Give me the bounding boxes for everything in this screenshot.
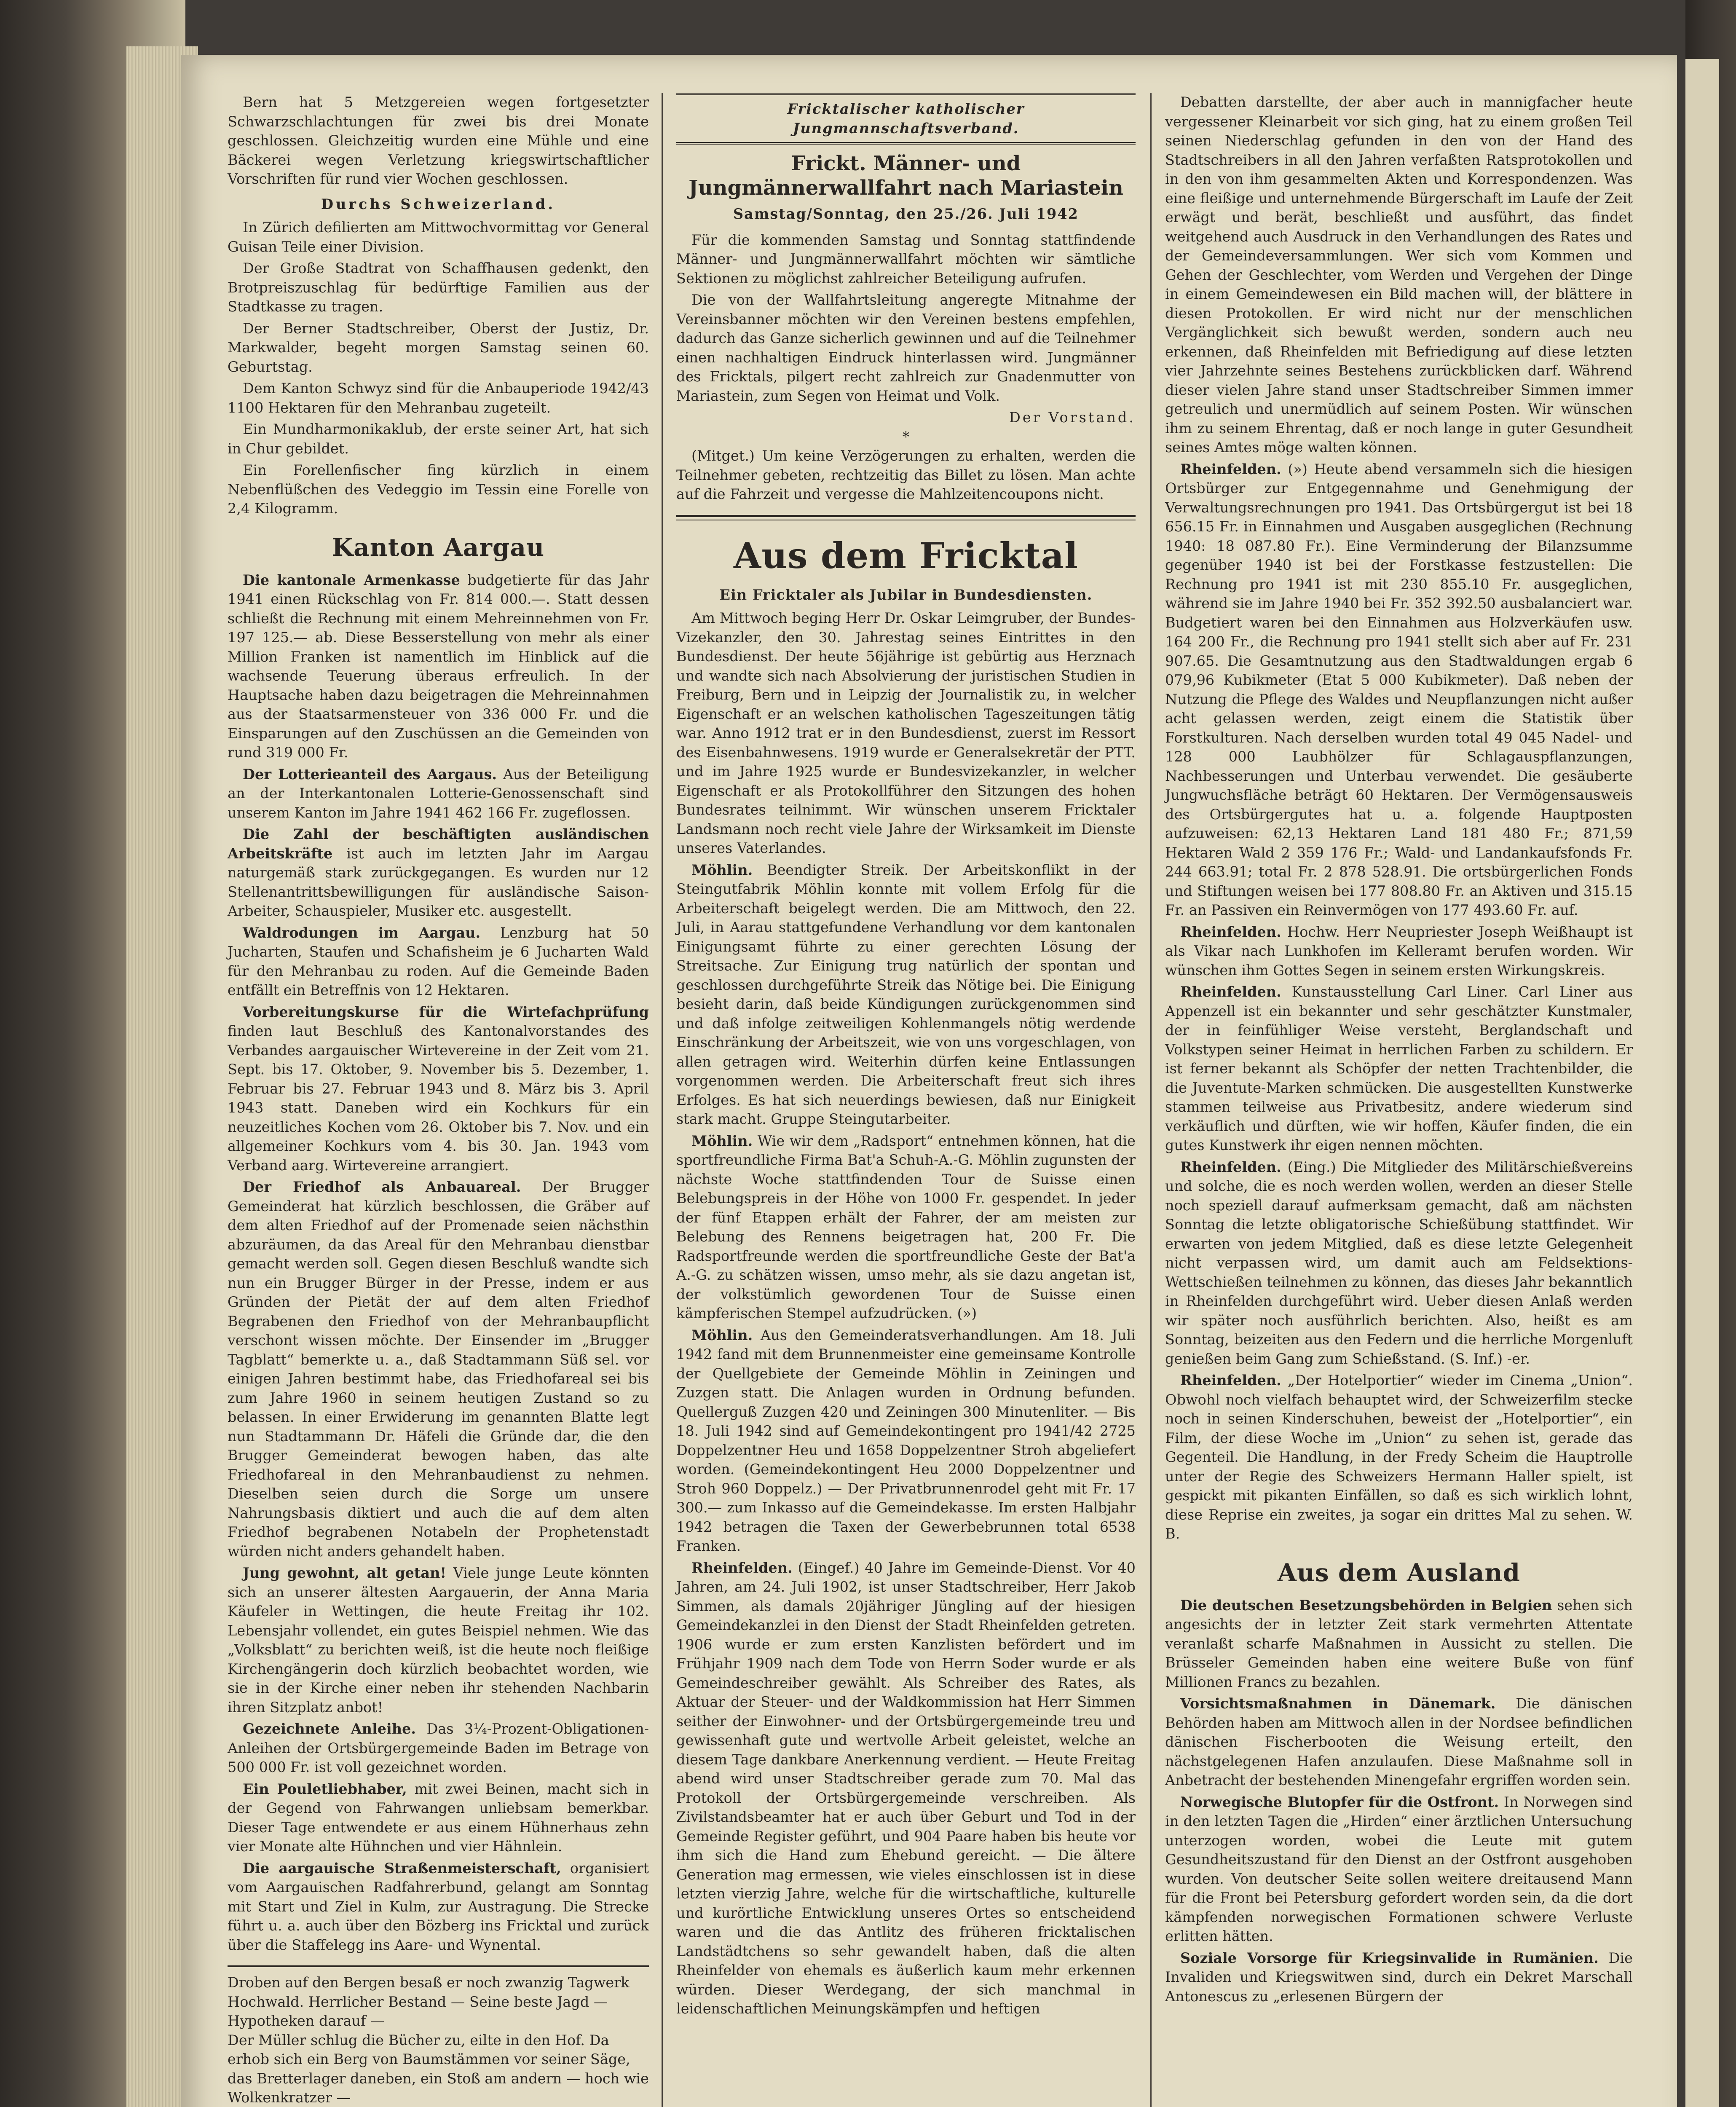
item-text: Aus den Gemeinderatsverhandlungen. Am 18. Juli 1942 fand mit dem Brunnenmeister eine gemeinsame Kontrolle der Quellgebiete der Gemeinde Möhlin in Zeiningen und Zuzgen statt. Die Anlagen wurden in Ordnung befunden. Quellerguß Zuzgen 420 und Zeiningen 300 Minutenliter. — Bis 18. Juli 1942 sind auf Gemeindekontingent pro 1941/42 2725 Doppelzentner Heu und 1658 Doppelzentner Stroh abgeliefert worden. (Gemeindekontingent Heu 2000 Doppelzentner und Stroh 960 Doppelz.) — Der Privatbrunnenrodel geht mit Fr. 17 300.— zum Inkasso auf die Gemeindekasse. Im ersten Halbjahr 1942 betragen die Taxen der Gewerbebrunnen total 6538 Franken. [676,1327,1136,1554]
news-item [1165,93,1633,457]
item-text: Die dänischen Behörden haben am Mittwoch allen in der Nordsee befindlichen dänischen Fischerbooten die Weisung erteilt, den nächstgelegenen Hafen anzulaufen. Diese Maßnahme soll in Anbetracht der bestehenden Minengefahr ergriffen worden sein. [1165,1695,1633,1788]
item-text: Hochw. Herr Neupriester Joseph Weißhaupt ist als Vikar nach Lunkhofen im Kelleramt berufen worden. Wir wünschen ihm Gottes Segen in seinem ersten Wirkungskreis. [1165,923,1633,978]
item-text: Am Mittwoch beging Herr Dr. Oskar Leimgruber, der Bundes-Vizekanzler, den 30. Jahrestag seines Eintrittes in den Bundesdienst. Der heute 56jährige ist gebürtig aus Herznach und wandte sich nach Absolvierung der juristischen Studien in Freiburg, Bern und in Leipzig der Journalistik zu, in welcher Eigenschaft er an welschen katholischen Tageszeitungen tätig war. Anno 1912 trat er in den Bundesdienst, zuerst im Ressort des Eisenbahnwesens. 1919 wurde er Generalsekretär der PTT. und im Jahre 1925 wurde er Bundesvizekanzler, in welcher Eigenschaft er als Protokollführer den Sitzungen des hohen Bundesrates teilnimmt. Wir wünschen unserem Fricktaler Landsmann noch recht viele Jahre der Wirksamkeit im Dienste unseres Vaterlandes. [676,610,1136,856]
item-lead: Rheinfelden. [1180,923,1281,940]
item-lead: Die Zahl der beschäftigten ausländischen Arbeitskräfte [228,826,649,862]
item-lead: Der Lotterieanteil des Aargaus. [243,766,497,783]
news-paragraph: Ein Forellenfischer fing kürzlich in einem Nebenflüßchen des Vedeggio im Tessin eine Forelle von 2,4 Kilogramm. [228,462,649,517]
item-lead: Vorbereitungskurse für die Wirtefachprüfung [243,1003,649,1020]
item-text: ist auch im letzten Jahr im Aargau naturgemäß stark zurückgegangen. Es wurden nur 12 Stellenantrittsbewilligungen für ausländische Saison-Arbeiter, Schauspieler, Musiker etc. ausgestellt. [228,845,649,919]
item-text: „Der Hotelportier“ wieder im Cinema „Union“. Obwohl noch vielfach behauptet wird, der Schweizerfilm stecke noch in seinen Kinderschuhen, beweist der „Hotelportier“, ein Film, der diese Woche im „Union“ zu sehen ist, gerade das Gegenteil. Die Handlung, in der Fredy Scheim die Hauptrolle unter der Regie des Schweizers Hermann Haller spielt, ist gespickt mit pikanten Einfällen, so daß es sich wirklich lohnt, diese Reprise ein zweites, ja sogar ein drittes Mal zu sehen. W. B. [1165,1372,1633,1542]
serial-line: Droben auf den Bergen besaß er noch zwanzig Tagwerk Hochwald. Herrlicher Bestand — Seine beste Jagd — Hypotheken darauf — [228,1974,630,2029]
news-item [1165,922,1633,980]
association-banner: Fricktalischer katholischer Jungmannschaftsverband. [676,93,1136,145]
column-2 [676,93,1136,2021]
item-lead: Rheinfelden. [1180,1158,1281,1175]
news-item [228,1003,649,1175]
separator-star: * [902,428,910,445]
news-item [676,1558,1136,2019]
item-text: Kunstausstellung Carl Liner. Carl Liner aus Appenzell ist ein bekannter und sehr geschätzter Kunstmaler, der in feinfühliger Weise versteht, Berglandschaft und Volkstypen seiner Heimat in herrlichen Farben zu schildern. Er ist ferner bekannt als Schöpfer der netten Trachtenbilder, die die Juventute-Marken schmücken. Die ausgestellten Kunstwerke stammen teilweise aus Privatbesitz, andere wiederum sind verkäuflich und dürften, wie wir hoffen, Käufer finden, die ein gutes Kunstwerk ihr eigen nennen möchten. [1165,984,1633,1153]
news-item [1165,1793,1633,1946]
article-dateline: Samstag/Sonntag, den 25./26. Juli 1942 [733,206,1079,222]
serial-line: Der Müller schlug die Bücher zu, eilte in den Hof. Da erhob sich ein Berg von Baumstämmen vor seiner Säge, das Bretterlager daneben, ein Stoß am andern — hoch wie Wolkenkratzer — [228,2032,649,2106]
item-text: finden laut Beschluß des Kantonalvorstandes des Verbandes aargauischer Wirtevereine in der Zeit vom 21. Sept. bis 17. Oktober, 9. November bis 5. Dezember, 1. Februar bis 27. Februar 1943 und 8. März bis 3. April 1943 statt. Daneben wird ein Kochkurs für ein neuzeitliches Kochen vom 26. Oktober bis 7. Nov. und ein allgemeiner Kochkurs vom 4. bis 30. Jan. 1943 vom Verband aarg. Wirtevereine arrangiert. [228,1023,649,1174]
item-text: Die Invaliden und Kriegswitwen sind, durch ein Dekret Marschall Antonescus zu „erlesenen Bürgern der [1165,1949,1633,2005]
item-lead: Die kantonale Armenkasse [243,571,460,588]
item-lead: Soziale Vorsorge für Kriegsinvalide in Rumänien. [1180,1949,1599,1966]
item-lead: Möhlin. [691,1132,753,1149]
item-text: mit zwei Beinen, macht sich in der Gegend von Fahrwangen unliebsam bemerkbar. Dieser Tage entwendete er aus einem Hühnerhaus zehn vier Monate alte Hühnchen und vier Hähnlein. [228,1780,649,1855]
item-text: Das 3¼-Prozent-Obligationen-Anleihen der Ortsbürgergemeinde Baden im Betrage von 500 000 Fr. ist voll gezeichnet worden. [228,1721,649,1775]
item-lead: Jung gewohnt, alt getan! [243,1565,447,1581]
item-text: sehen sich angesichts der in letzter Zeit stark vermehrten Attentate veranlaßt scharfe Maßnahmen in Aussicht zu stellen. Die Brüsseler Gemeinden haben eine weitere Buße von fünf Millionen Francs zu bezahlen. [1165,1597,1633,1690]
news-item [228,765,649,823]
news-paragraph: Dem Kanton Schwyz sind für die Anbauperiode 1942/43 1100 Hektaren für den Mehranbau zugeteilt. [228,380,649,416]
item-text: (Eingef.) 40 Jahre im Gemeinde-Dienst. Vor 40 Jahren, am 24. Juli 1902, ist unser Stadtschreiber, Herr Jakob Simmen, als damals 20jähriger Jüngling auf der hiesigen Gemeindekanzlei in den Dienst der Stadt Rheinfelden getreten. 1906 wurde er zum ersten Kanzlisten befördert und im Frühjahr 1909 nach dem Tode von Herrn Soder wurde er als Gemeindeschreiber gewählt. Als Schreiber des Rates, als Aktuar der Steuer- und der Waldkommission hat Herr Simmen seither der Einwohner- und der Ortsbürgergemeinde treu und gewissenhaft gute und wertvolle Arbeit geleistet, welche an diesem Tage dankbare Anerkennung verdient. — Heute Freitag abend wird unser Stadtschreiber gerade zum 70. Mal das Protokoll der Ortsbürgergemeinde verschreiben. Als Zivilstandsbeamter hat er auch über Geburt und Tod in der Gemeinde Register geführt, und 904 Paare haben bis heute vor ihm sich die Hand zum Ehebund gereicht. — Die ältere Generation mag ermessen, wie vieles einschlossen ist in diese letzten vierzig Jahre, welche für die wirtschaftliche, kulturelle und kurörtliche Entwicklung unseres Ortes so entscheidend waren und die das Antlitz des früheren fricktalischen Landstädtchens so sehr gewandelt haben, daß die alten Rheinfelder von ehemals es äußerlich kaum mehr erkennen würden. Dieser Werdegang, der sich manchmal in leidenschaftlichen Meinungskämpfen und heftigen [676,1559,1136,2017]
item-lead: Möhlin. [691,1327,753,1343]
item-lead: Waldrodungen im Aargau. [243,924,481,941]
news-item [1165,1158,1633,1369]
item-lead: Möhlin. [691,861,753,878]
item-text: organisiert vom Aargauischen Radfahrerbund, gelangt am Sonntag mit Start und Ziel in Kulm, zur Austragung. Die Strecke führt u. a. auch über den Bözberg ins Fricktal und zurück über die Staffelegg ins Aare- und Wynental. [228,1860,649,1953]
item-text: (Eing.) Die Mitglieder des Militärschießvereins und solche, die es noch werden wollen, werden an dieser Stelle noch speziell darauf aufmerksam gemacht, daß am nächsten Sonntag die letzte obligatorische Schießübung stattfindet. Wir erwarten von jedem Mitglied, daß es diese letzte Gelegenheit nicht verpassen wird, um damit auch am Feldsektions-Wettschießen teilnehmen zu können, das dieses Jahr bekanntlich in Rheinfelden durchgeführt wird. Ueber diesen Anlaß werden wir später noch ausführlich berichten. Also, heißt es am Sonntag, beizeiten aus den Federn und die herrliche Morgenluft genießen beim Gang zum Schießstand. (S. Inf.) -er. [1165,1158,1633,1367]
section-rubric: Aus dem Ausland [1277,1558,1521,1587]
section-divider [676,515,1136,520]
item-text: Der Brugger Gemeinderat hat kürzlich beschlossen, die Gräber auf dem alten Friedhof auf der Promenade seien nächsthin abzuräumen, da das Areal für den Mehranbau dienstbar gemacht werden soll. Gegen diesen Beschluß wandte sich nun ein Brugger Bürger in der Presse, indem er aus Gründen der Pietät der auf dem alten Friedhof Begrabenen den Friedhof von der Mehranbaupflicht verschont wissen möchte. Der Einsender im „Brugger Tagblatt“ bemerkte u. a., daß Stadtammann Süß sel. vor einigen Jahren bestimmt habe, das Friedhofareal sei bis zum Jahre 1960 in seinem heutigen Zustand so zu belassen. In einer Erwiderung im genannten Blatte legt nun Stadtammann Dr. Häfeli die Gründe dar, die den Brugger Gemeinderat bewogen haben, das alte Friedhofareal in den Mehranbaudienst zu nehmen. Dieselben seien durch die Sorge um unsere Nahrungsbasis diktiert und auch die auf dem alten Friedhof begrabenen Notabeln der Prophetenstadt würden nicht anders gehandelt haben. [228,1179,649,1560]
item-lead: Rheinfelden. [1180,461,1281,477]
item-text: Lenzburg hat 50 Jucharten, Staufen und Schafisheim je 6 Jucharten Wald für den Mehranbau zu roden. Auf die Gemeinde Baden entfällt ein Betreffnis von 12 Hektaren. [228,924,649,998]
news-item [1165,1371,1633,1544]
news-item [676,1131,1136,1323]
item-text: In Norwegen sind in den letzten Tagen die „Hirden“ einer ärztlichen Untersuchung unterzogen worden, wobei die Leute mit gutem Gesundheitszustand für den Dienst an der Ostfront ausgehoben wurden. Von deutscher Seite sollen weitere dreitausend Mann für die Front bei Petersburg gefordert worden sein, da die dort kämpfenden norwegischen Formationen schwere Verluste erlitten hätten. [1165,1793,1633,1944]
news-paragraph: Die von der Wallfahrtsleitung angeregte Mitnahme der Vereinsbanner möchten wir den Vereinen bestens empfehlen, dadurch das Ganze sicherlich gewinnen und auf die Teilnehmer einen nachhaltigen Eindruck hinterlassen wird. Jungmänner des Fricktals, pilgert recht zahlreich zur Gnadenmutter von Mariastein, zum Segen von Heimat und Volk. [676,292,1136,404]
item-lead: Die aargauische Straßenmeisterschaft, [243,1860,561,1876]
newspaper-page [181,55,1677,2107]
news-paragraph: Für die kommenden Samstag und Sonntag stattfindende Männer- und Jungmännerwallfahrt möchten wir sämtliche Sektionen zu möglichst zahlreicher Beteiligung aufrufen. [676,231,1136,287]
item-text: Wie wir dem „Radsport“ entnehmen können, hat die sportfreundliche Firma Bat'a Schuh-A.-G. Möhlin zugunsten der nächste Woche stattfindenden Tour de Suisse einen Belebungspreis in der Höhe von 1000 Fr. gespendet. In jeder der fünf Etappen erhält der Fahrer, der am meisten zur Belebung des Rennens beigetragen hat, 200 Fr. Die Radsportfreunde werden die sportfreundliche Geste der Bat'a A.-G. zu schätzen wissen, umso mehr, als sie dazu angetan ist, der volkstümlich gewordenen Tour de Suisse einen kämpferischen Stempel aufzudrücken. (») [676,1132,1136,1322]
news-paragraph: Der Berner Stadtschreiber, Oberst der Justiz, Dr. Markwalder, begeht morgen Samstag seinen 60. Geburtstag. [228,320,649,375]
section-rubric: Kanton Aargau [332,533,545,562]
column-3 [1165,93,1633,2008]
item-lead: Die deutschen Besetzungsbehörden in Belgien [1180,1597,1552,1614]
news-item [228,825,649,921]
signature: Der Vorstand. [1009,409,1136,426]
article-headline: Frickt. Männer- und Jungmännerwallfahrt nach Mariastein [689,152,1123,200]
item-lead: Rheinfelden. [1180,1372,1281,1389]
news-paragraph: (Mitget.) Um keine Verzögerungen zu erhalten, werden die Teilnehmer gebeten, rechtzeitig das Billet zu lösen. Man achte auf die Fahrzeit und vergesse die Mahlzeitencoupons nicht. [676,448,1136,502]
news-item [228,923,649,1000]
item-lead: Gezeichnete Anleihe. [243,1721,416,1737]
section-rubric: Aus dem Fricktal [734,534,1078,576]
news-item [228,1859,649,1955]
item-text: budgetierte für das Jahr 1941 einen Rückschlag von Fr. 814 000.—. Statt dessen schließt die Rechnung mit einem Mehreinnehmen von Fr. 197 125.— ab. Diese Besserstellung von mehr als einer Million Franken ist namentlich im Hinblick auf die wachsende Teuerung überaus erfreulich. In der Hauptsache haben dazu beigetragen die Mehreinnahmen aus der Staatsarmensteuer von 336 000 Fr. und die Einsparungen auf den Zuschüssen an die Gemeinden von rund 319 000 Fr. [228,571,649,761]
news-item [676,1326,1136,1556]
item-text: Beendigter Streik. Der Arbeitskonflikt in der Steingutfabrik Möhlin konnte mit vollem Erfolg für die Arbeiterschaft beigelegt werden. Die am Mittwoch, den 22. Juli, in Aarau stattgefundene Verhandlung vor dem kantonalen Einigungsamt führte zu einer gerechten Lösung der Streitsache. Zur Einigung trug natürlich der spontan und geschlossen durchgeführte Streik das Nötige bei. Die Einigung besieht darin, daß beide Kündigungen zurückgenommen sind und daß infolge zeitweiligen Kohlenmangels nötig werdende Einschränkung der Arbeitszeit, wie von uns vorgeschlagen, von allen getragen wird. Weiterhin dürfen keine Entlassungen vorgenommen werden. Die Arbeiterschaft freut sich ihres Erfolges. Es hat sich neuerdings bewiesen, daß nur Einigkeit stark macht. Gruppe Steingutarbeiter. [676,861,1136,1127]
item-lead: Der Friedhof als Anbauareal. [243,1179,521,1195]
news-paragraph: Ein Mundharmonikaklub, der erste seiner Art, hat sich in Chur gebildet. [228,421,649,457]
item-lead: Rheinfelden. [691,1559,793,1576]
news-item [1165,1596,1633,1692]
item-text: Viele junge Leute könnten sich an unserer ältesten Aargauerin, der Anna Maria Käufeler in Wettingen, die heute Freitag ihr 102. Lebensjahr vollendet, ein gutes Beispiel nehmen. Wie das „Volksblatt“ zu berichten weiß, ist die heute noch fleißige Kirchengängerin doch kürzlich beobachtet worden, wie sie in der Kirche einer neben ihr stehenden Nachbarin ihren Sitzplatz anbot! [228,1565,649,1716]
news-paragraph: Bern hat 5 Metzgereien wegen fortgesetzter Schwarzschlachtungen für zwei bis drei Monate geschlossen. Gleichzeitig wurden eine Mühle und eine Bäckerei wegen Verletzung kriegswirtschaftlicher Vorschriften für rund vier Wochen geschlossen. [228,94,649,187]
news-item [1165,1949,1633,2006]
news-item [228,1719,649,1777]
news-item [676,860,1136,1129]
next-page-strip [1685,59,1719,2107]
item-text: Aus der Beteiligung an der Interkantonalen Lotterie-Genossenschaft sind unserem Kanton im Jahre 1941 462 166 Fr. zugeflossen. [228,766,649,821]
news-paragraph: In Zürich defilierten am Mittwochvormittag vor General Guisan Teile einer Division. [228,219,649,255]
column-rule [1150,93,1152,2107]
news-item [676,609,1136,858]
item-lead: Vorsichtsmaßnahmen in Dänemark. [1180,1695,1496,1712]
news-item [228,1177,649,1561]
item-lead: Norwegische Blutopfer für die Ostfront. [1180,1793,1499,1810]
item-text: (») Heute abend versammeln sich die hiesigen Ortsbürger zur Entgegennahme und Genehmigung der Verwaltungsrechnungen pro 1941. Das Ortsbürgergut ist bei 18 656.15 Fr. in Einnahmen und Ausgaben ausgeglichen (Rechnung 1940: 18 087.80 Fr.). Eine Verminderung der Bilanzsumme gegenüber 1940 ist bei der Forstkasse festzustellen: Die Rechnung pro 1941 ist mit 230 855.10 Fr. ausgeglichen, während sie im Jahre 1940 bei Fr. 352 392.50 ausbalanciert war. Budgetiert waren bei den Einnahmen aus Holzverkäufen usw. 164 200 Fr., die Rechnung pro 1941 stellt sich aber auf Fr. 231 907.65. Die Gesamtnutzung aus den Stadtwaldungen ergab 6 079,96 Kubikmeter (Etat 5 000 Kubikmeter). Daß neben der Nutzung die Pflege des Waldes und Neupflanzungen nicht außer acht gelassen werden, zeigt einem die Statistik über Forstkulturen. Nach derselben wurden total 49 045 Nadel- und 128 000 Laubhölzer für Schlagauspflanzungen, Nachbesserungen und Unterbau verwendet. Die gesäuberte Jungwuchsfläche beträgt 60 Hektaren. Der Vermögensausweis des Ortsbürgergutes hat u. a. folgende Hauptposten aufzuweisen: 62,13 Hektaren Land 181 480 Fr.; 871,59 Hektaren Wald 2 359 176 Fr.; Wald- und Landankaufsfonds Fr. 244 663.91; total Fr. 2 878 528.91. Die ortsbürgerlichen Fonds und Stiftungen weisen bei 177 808.80 Fr. an Aktiven und 315.15 Fr. an Passiven ein Reinvermögen von 177 493.60 Fr. auf. [1165,461,1633,918]
item-lead: Ein Pouletliebhaber, [243,1780,407,1797]
news-item [1165,982,1633,1155]
item-subhead: Ein Fricktaler als Jubilar in Bundesdiensten. [719,586,1093,603]
column-rule [662,93,663,2107]
news-item [228,1780,649,1856]
section-subhead: Durchs Schweizerland. [321,196,556,212]
news-item [228,571,649,762]
serial-novel-excerpt [228,1965,649,2107]
item-text: Debatten darstellte, der aber auch in mannigfacher heute vergessener Kleinarbeit vor sich ging, hat zu einem großen Teil seinen Niederschlag gefunden in den von der Hand des Stadtschreibers in all den Jahren verfaßten Ratsprotokollen und in den von ihm gesammelten Akten und Korrespondenzen. Was eine fleißige und unternehmende Bürgerschaft im Laufe der Zeit erwägt und berät, beschließt und ausführt, das findet weitgehend auch Ausdruck in den Verhandlungen des Rates und der Gemeindeversammlungen. Wer sich vom Kommen und Gehen der Geschlechter, vom Werden und Vergehen der Dinge in einem Gemeindewesen ein Bild machen will, der blättere in diesen Protokollen. Er wird nicht nur der menschlichen Vergänglichkeit sich bewußt werden, sondern auch neu erkennen, daß Rheinfelden mit Befriedigung auf diese letzten vier Jahrzehnte seines Bestehens zurückblicken darf. Während dieser vielen Jahre stand unser Stadtschreiber Simmen immer getreulich und unermüdlich auf seinem Posten. Wir wünschen ihm zu seinem Ehrentag, daß er noch lange in guter Gesundheit seines Amtes möge walten können. [1165,94,1633,456]
item-lead: Rheinfelden. [1180,984,1281,1000]
news-paragraph: Der Große Stadtrat von Schaffhausen gedenkt, den Brotpreiszuschlag für bedürftige Familien aus der Stadtkasse zu tragen. [228,260,649,315]
news-item [228,1563,649,1717]
news-item [1165,1694,1633,1790]
news-item [1165,460,1633,920]
column-1 [228,93,649,2107]
